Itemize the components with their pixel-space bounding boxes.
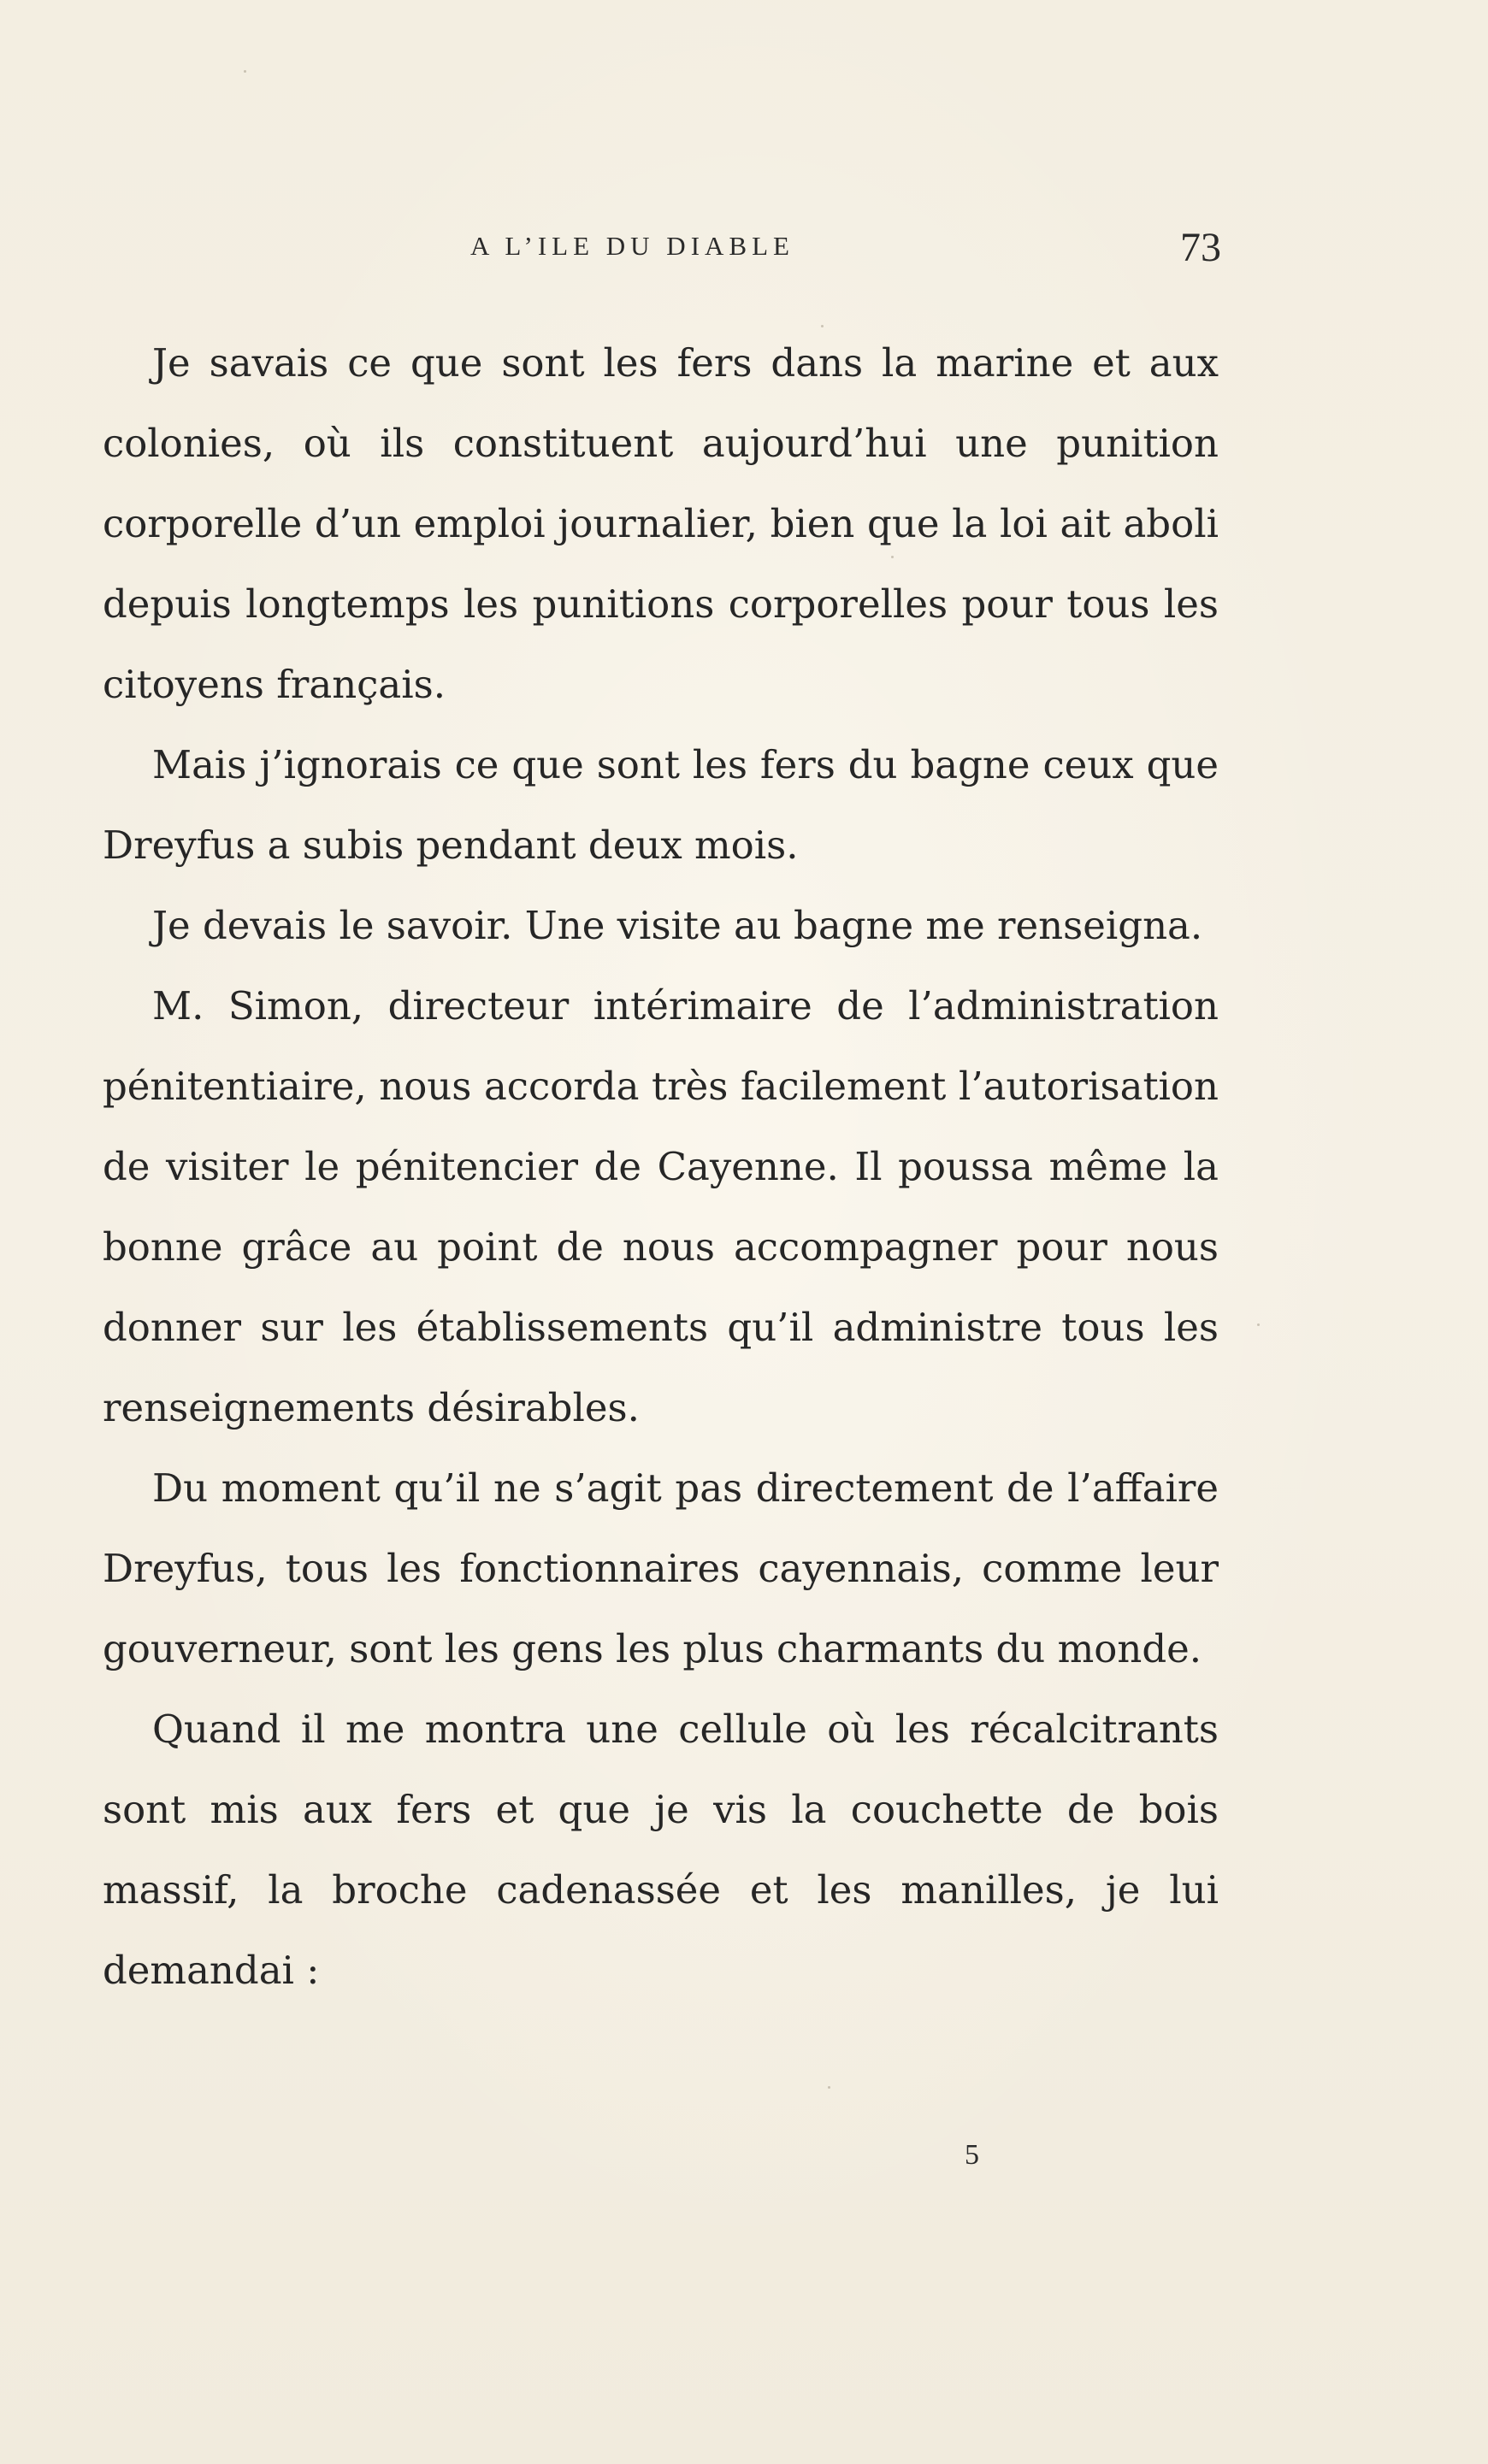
paragraph-2: Mais j’ignorais ce que sont les fers du bagne ceux que Dreyfus a subis pendant deux mois.	[103, 742, 1219, 868]
paper-speck	[244, 70, 246, 73]
page-number: 73	[1180, 225, 1221, 270]
paragraph-6: Quand il me montra une cellule où les récalcitrants sont mis aux fers et que je vis la couchette de bois massif, la broche cadenassée et les manilles, je lui demandai :	[103, 1707, 1219, 1993]
page-header	[470, 224, 1240, 275]
running-title: A L’ILE DU DIABLE	[470, 231, 794, 261]
paper-speck	[828, 2086, 830, 2089]
paragraph-5: Du moment qu’il ne s’agit pas directement de l’affaire Dreyfus, tous les fonctionnaires cayennais, comme leur gouverneur, sont les gens les plus charmants du monde.	[103, 1465, 1219, 1671]
paper-speck	[891, 556, 894, 558]
paragraph-4: M. Simon, directeur intérimaire de l’administration pénitentiaire, nous accorda très facilement l’autorisation de visiter le pénitencier de Cayenne. Il poussa même la bonne grâce au point de nous accompagner pour nous donner sur les établissements qu’il administre tous les renseignements désirables.	[103, 983, 1219, 1430]
paper-speck	[1257, 1323, 1260, 1326]
signature-mark: 5	[965, 2139, 979, 2171]
paragraph-1: Je savais ce que sont les fers dans la marine et aux colonies, où ils constituent aujourd’hui une punition corporelle d’un emploi journalier, bien que la loi ait aboli depuis longtemps les punitions corporelles pour tous les citoyens français.	[103, 340, 1219, 707]
paragraph-3: Je devais le savoir. Une visite au bagne me renseigna.	[152, 903, 1203, 948]
body-text	[103, 323, 1219, 2011]
paper-speck	[821, 325, 824, 327]
